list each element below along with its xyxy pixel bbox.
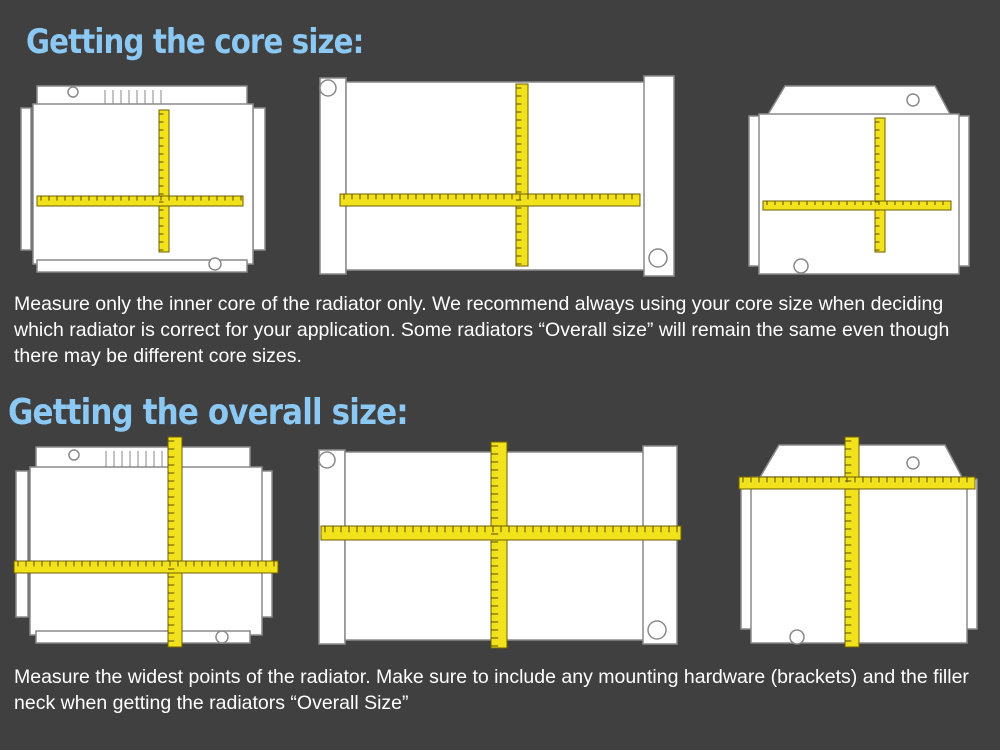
overall-size-heading: Getting the overall size: (8, 392, 408, 433)
downflow-radiator-body (21, 86, 265, 272)
overall-radiator-crossflow-diagram (305, 440, 690, 650)
core-size-heading: Getting the core size: (26, 22, 364, 62)
overall-size-description: Measure the widest points of the radiator. Make sure to include any mounting hardware (brackets) and the filler neck when getting the radiators “Overall Size” (14, 666, 969, 714)
core-radiator-crossflow-diagram (308, 68, 686, 280)
small-radiator-body (749, 86, 969, 274)
overall-radiator-downflow-diagram (10, 435, 282, 650)
crossflow-radiator-body (320, 76, 674, 276)
core-size-description: Measure only the inner core of the radiator only. We recommend always using your core size when deciding which radiator is correct for your application. Some radiators “Overall size” will remain the same even though there may be different core sizes. (14, 293, 950, 367)
overall-radiator-small-diagram (735, 435, 978, 650)
core-radiator-small-diagram (745, 80, 970, 278)
downflow-radiator-body (16, 447, 272, 643)
core-radiator-downflow-diagram (15, 78, 273, 276)
